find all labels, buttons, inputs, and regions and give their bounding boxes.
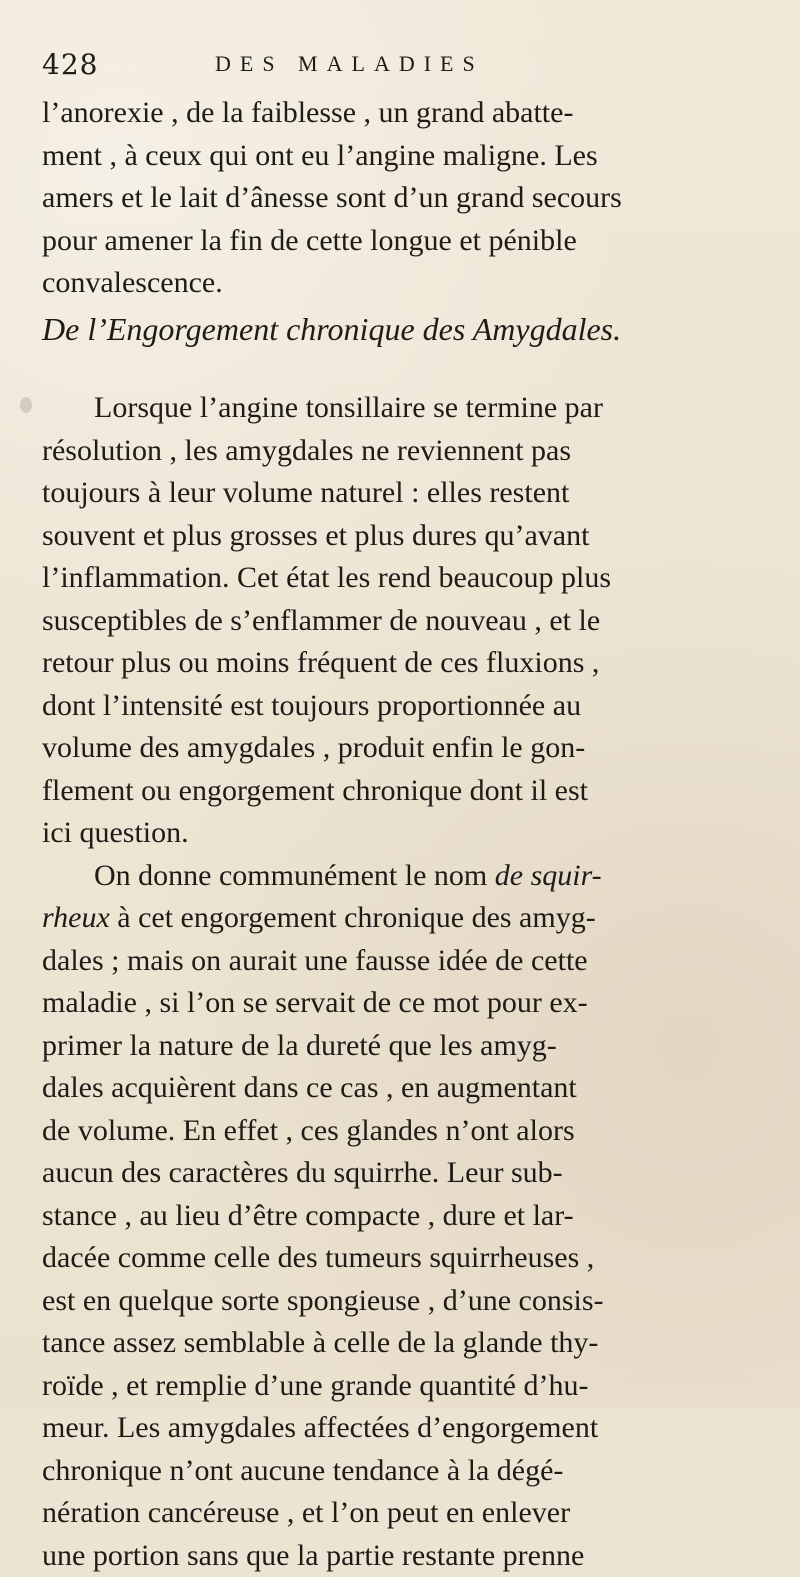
text-line: résolution , les amygdales ne reviennent pas: [42, 430, 760, 473]
text-line: l’inflammation. Cet état les rend beaucoup plus: [42, 557, 760, 600]
text-line: flement ou engorgement chronique dont il est: [42, 770, 760, 813]
text-line: amers et le lait d’ânesse sont d’un grand secours: [42, 177, 760, 220]
text-line: une portion sans que la partie restante prenne: [42, 1535, 760, 1577]
running-title: DES MALADIES: [215, 51, 484, 77]
text-line: ici question.: [42, 812, 760, 855]
text-line: dales ; mais on aurait une fausse idée de cette: [42, 940, 760, 983]
text-line: [42, 897, 760, 940]
italic-term: rheux: [42, 901, 110, 934]
text-line: roïde , et remplie d’une grande quantité d’hu-: [42, 1365, 760, 1408]
page-number: 428: [42, 48, 98, 81]
text-line: stance , au lieu d’être compacte , dure et lar-: [42, 1195, 760, 1238]
intro-text-block: [42, 92, 760, 305]
text-line: volume des amygdales , produit enfin le gon-: [42, 727, 760, 770]
text-line: primer la nature de la dureté que les amyg-: [42, 1025, 760, 1068]
text-line: dales acquièrent dans ce cas , en augmentant: [42, 1067, 760, 1110]
paragraph-first-line: [42, 855, 760, 898]
text-line: susceptibles de s’enflammer de nouveau , et le: [42, 600, 760, 643]
main-text-block: [42, 387, 760, 1577]
text-line: est en quelque sorte spongieuse , d’une consis-: [42, 1280, 760, 1323]
text-fragment: On donne communément le nom: [94, 859, 495, 892]
section-heading: De l’Engorgement chronique des Amygdales.: [42, 311, 760, 348]
text-line: ment , à ceux qui ont eu l’angine maligne. Les: [42, 135, 760, 178]
text-fragment: à cet engorgement chronique des amyg-: [110, 901, 596, 934]
text-line: toujours à leur volume naturel : elles restent: [42, 472, 760, 515]
text-line: chronique n’ont aucune tendance à la dégé-: [42, 1450, 760, 1493]
text-line: convalescence.: [42, 262, 760, 305]
text-line: tance assez semblable à celle de la glande thy-: [42, 1322, 760, 1365]
text-line: aucun des caractères du squirrhe. Leur sub-: [42, 1152, 760, 1195]
text-line: maladie , si l’on se servait de ce mot pour ex-: [42, 982, 760, 1025]
text-line: souvent et plus grosses et plus dures qu’avant: [42, 515, 760, 558]
text-line: l’anorexie , de la faiblesse , un grand abatte-: [42, 92, 760, 135]
text-line: de volume. En effet , ces glandes n’ont alors: [42, 1110, 760, 1153]
italic-term: de squir-: [495, 859, 602, 892]
text-line: pour amener la fin de cette longue et pénible: [42, 220, 760, 263]
text-line: dacée comme celle des tumeurs squirrheuses ,: [42, 1237, 760, 1280]
text-line: meur. Les amygdales affectées d’engorgement: [42, 1407, 760, 1450]
text-line: retour plus ou moins fréquent de ces fluxions ,: [42, 642, 760, 685]
text-line: dont l’intensité est toujours proportionnée au: [42, 685, 760, 728]
page-header: [42, 48, 762, 84]
text-line: nération cancéreuse , et l’on peut en enlever: [42, 1492, 760, 1535]
paper-speck: [20, 397, 32, 413]
paragraph-first-line: Lorsque l’angine tonsillaire se termine par: [42, 387, 760, 430]
